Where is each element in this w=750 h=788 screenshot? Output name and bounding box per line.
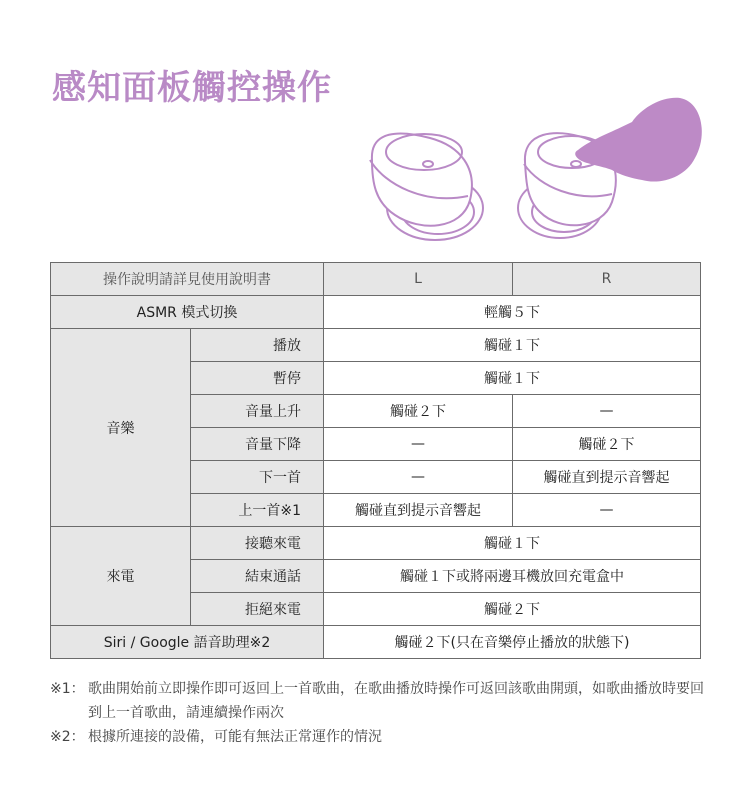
vol-down-right: 觸碰２下 [513,428,701,461]
vol-down-left: — [324,428,513,461]
vol-up-right: — [513,395,701,428]
footnotes [50,677,710,749]
vol-up-label: 音量上升 [191,395,324,428]
reject-value: 觸碰２下 [324,593,701,626]
table-row [51,527,701,560]
table-row [51,296,701,329]
answer-value: 觸碰１下 [324,527,701,560]
assistant-label: Siri / Google 語音助理※2 [51,626,324,659]
left-earbud-icon [370,133,483,240]
page-title: 感知面板觸控操作 [52,68,332,108]
asmr-label: ASMR 模式切換 [51,296,324,329]
header-right: R [513,263,701,296]
assistant-value: 觸碰２下(只在音樂停止播放的狀態下) [324,626,701,659]
play-value: 觸碰１下 [324,329,701,362]
table-row [51,329,701,362]
footnote-mark: ※1： [50,681,85,697]
footnote-1 [50,677,710,725]
play-label: 播放 [191,329,324,362]
pause-label: 暫停 [191,362,324,395]
answer-label: 接聽來電 [191,527,324,560]
next-label: 下一首 [191,461,324,494]
footnote-text: 根據所連接的設備，可能有無法正常運作的情況 [88,729,382,745]
asmr-value: 輕觸５下 [324,296,701,329]
header-left: L [324,263,513,296]
footnote-mark: ※2： [50,729,85,745]
end-call-label: 結束通話 [191,560,324,593]
prev-label: 上一首※1 [191,494,324,527]
vol-up-left: 觸碰２下 [324,395,513,428]
footnote-text: 歌曲開始前立即操作即可返回上一首歌曲，在歌曲播放時操作可返回該歌曲開頭，如歌曲播放時要回到上一首歌曲，請連續操作兩次 [88,681,704,721]
footnote-2 [50,725,710,749]
music-group-label: 音樂 [51,329,191,527]
call-group-label: 來電 [51,527,191,626]
earbuds-illustration [350,90,710,250]
end-call-value: 觸碰１下或將兩邊耳機放回充電盒中 [324,560,701,593]
next-right: 觸碰直到提示音響起 [513,461,701,494]
pause-value: 觸碰１下 [324,362,701,395]
next-left: — [324,461,513,494]
prev-right: — [513,494,701,527]
reject-label: 拒絕來電 [191,593,324,626]
vol-down-label: 音量下降 [191,428,324,461]
table-header-row [51,263,701,296]
table-row [51,626,701,659]
prev-left: 觸碰直到提示音響起 [324,494,513,527]
operation-table [50,262,701,659]
header-label: 操作說明請詳見使用說明書 [51,263,324,296]
